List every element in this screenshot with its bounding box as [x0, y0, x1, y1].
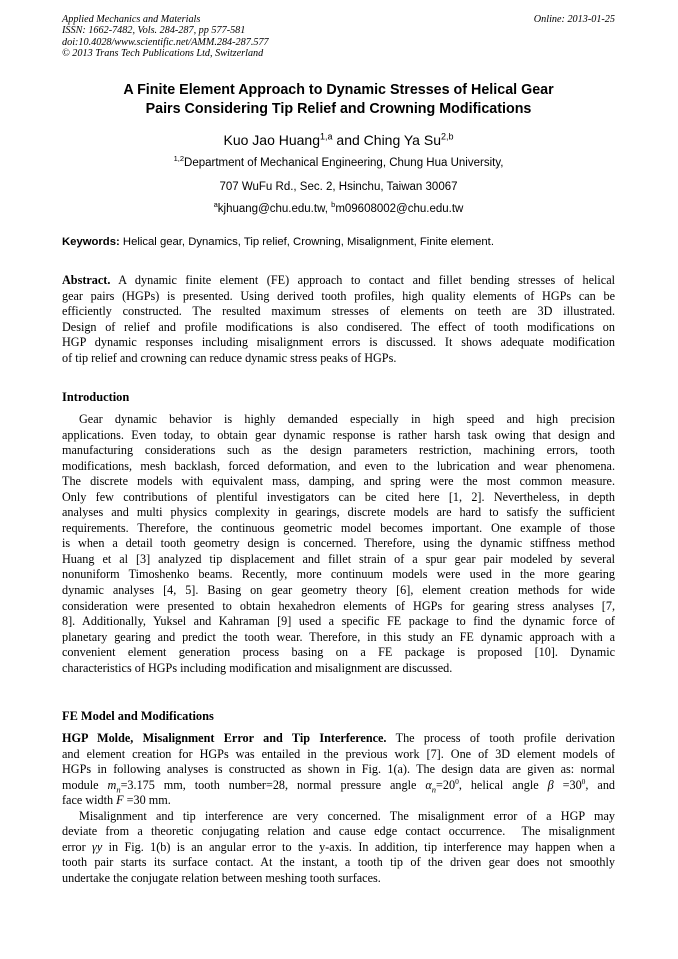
- symbol-n-sub: n: [116, 784, 121, 795]
- fe-line: [62, 731, 615, 747]
- issn: ISSN: 1662-7482, Vols. 284-287, pp 577-581: [62, 25, 246, 37]
- abstract-line: efficiently constructed. The resulted maximum stresses of elements on teeth are 3D illustrated.: [62, 304, 615, 319]
- symbol-gamma-y: γy: [92, 839, 103, 854]
- fe-subheading: HGP Molde, Misalignment Error and Tip Interference.: [62, 731, 387, 745]
- intro-line: The discrete models with equivalent mass, damping, and spring were the most common measure.: [62, 474, 615, 489]
- author-2: Ching Ya Su: [363, 132, 441, 148]
- keywords: [62, 235, 615, 249]
- affiliation-text-1: Department of Mechanical Engineering, Chung Hua University,: [184, 157, 504, 169]
- abstract-line: Design of relief and profile modifications is also condisered. The effect of tooth modifications on: [62, 319, 615, 334]
- fe-text: =30 mm.: [123, 793, 171, 808]
- symbol-n-sub: n: [431, 784, 437, 795]
- affiliation-line-2: 707 WuFu Rd., Sec. 2, Hsinchu, Taiwan 30067: [219, 181, 458, 193]
- title-line-1: A Finite Element Approach to Dynamic Stresses of Helical Gear: [123, 82, 554, 98]
- author-1: Kuo Jao Huang: [223, 132, 321, 148]
- section-heading-introduction: Introduction: [62, 390, 130, 404]
- email-b[interactable]: m09608002@chu.edu.tw: [335, 203, 464, 215]
- intro-line: 8]. Additionally, Yuksel and Kahraman [9] used a specific FE package to find the dynamic force of: [62, 614, 615, 629]
- keywords-label: Keywords:: [62, 236, 120, 248]
- fe-line: [62, 778, 615, 794]
- intro-line: characteristics of HGPs including modification and misalignment are discussed.: [62, 660, 453, 675]
- introduction-body: [62, 412, 615, 676]
- abstract: [62, 273, 615, 366]
- online-date: Online: 2013-01-25: [533, 14, 615, 25]
- intro-line: dynamic analyses [4, 5]. Basing on gear geometry theory [6], element creation methods for wide: [62, 583, 615, 598]
- fe-text: , and: [585, 777, 616, 792]
- intro-line: modifications, mesh backlash, forced deformation, and even to the lubrication and wear phenomena.: [62, 458, 615, 473]
- abstract-text: A dynamic finite element (FE) approach to contact and fillet bending stresses of helical: [110, 273, 615, 287]
- affiliation-line-1: [62, 156, 615, 170]
- degree-sup: 0: [455, 776, 459, 786]
- fe-line: [62, 793, 615, 809]
- intro-line: Gear dynamic behavior is highly demanded especially in high speed and high precision: [79, 412, 615, 426]
- intro-line: consideration were presented to obtain hexahedron elements of HGPs for gearing stress analyses [7,: [62, 598, 615, 613]
- author-list: [62, 130, 615, 150]
- email-a[interactable]: kjhuang@chu.edu.tw,: [217, 203, 332, 215]
- fe-text: face width: [62, 793, 117, 808]
- author-2-sup: 2,b: [441, 131, 454, 142]
- symbol-beta: β: [547, 777, 554, 792]
- symbol-alpha: α: [425, 777, 432, 792]
- intro-line: Huang et al [3] analyzed tip displacement and fillet strain of a spur gear pair modeled by several: [62, 551, 615, 566]
- fe-text: , helical angle: [458, 777, 548, 792]
- fe-text: error: [62, 839, 93, 854]
- fe-line: undertake the conjugate relation between meshing tooth surfaces.: [62, 870, 381, 885]
- keywords-text: Helical gear, Dynamics, Tip relief, Crowning, Misalignment, Finite element.: [119, 236, 494, 248]
- intro-line: Only few contributions of plentiful investigators can be cited here [1, 2]. Nevertheless, in depth: [62, 489, 615, 504]
- symbol-m: m: [107, 777, 117, 792]
- intro-line: planetary gearing and predict the tooth wear. Therefore, in this study an FE dynamic approach with a: [62, 629, 615, 644]
- fe-line: tooth pair starts its surface contact. At the instant, a tooth tip of the driven gear does not smoothly: [62, 855, 615, 870]
- intro-line: nonuniform Timoshenko beams. Recently, more continuum models were used in the more gearing: [62, 567, 615, 582]
- paper-title: [62, 81, 615, 119]
- symbol-F: F: [116, 793, 124, 808]
- email-a-sup: a: [213, 200, 218, 210]
- email-b-sup: b: [331, 200, 336, 210]
- author-1-sup: 1,a: [320, 131, 333, 142]
- abstract-label: Abstract.: [62, 273, 111, 287]
- degree-sup: 0: [581, 776, 586, 786]
- copyright: © 2013 Trans Tech Publications Ltd, Switzerland: [62, 48, 264, 60]
- abstract-line: gear pairs (HGPs) is presented. Using derived tooth profiles, high quality elements of HGPs can be: [62, 288, 615, 303]
- fe-line: Misalignment and tip interference are very concerned. The misalignment error of a HGP may: [79, 808, 615, 823]
- intro-line: convenient element generation process basing on a FE package is proposed [10]. Dynamic: [62, 645, 615, 660]
- fe-text: =30: [553, 777, 582, 792]
- fe-text: =3.175 mm, tooth number=28, normal pressure angle: [120, 777, 426, 792]
- fe-text: The process of tooth profile derivation: [386, 731, 615, 745]
- fe-line: and element creation for HGPs was entailed in the previous work [7]. One of 3D element models of: [62, 746, 615, 761]
- email-line: [62, 202, 615, 216]
- intro-line: analyses and multi physics complexity in gearings, discrete models are hard to satisfy the sufficient: [62, 505, 615, 520]
- abstract-line: [62, 273, 615, 289]
- fe-text: in Fig. 1(b) is an angular error to the y-axis. In addition, tip interference may happen when a: [102, 839, 615, 854]
- abstract-line: of tip relief and crowning can reduce dynamic stress peaks of HGPs.: [62, 350, 397, 365]
- affiliation-sup: 1,2: [173, 154, 185, 164]
- title-line-2: Pairs Considering Tip Relief and Crowning Modifications: [145, 101, 532, 117]
- intro-line: requirements. Therefore, the continuous geometric model becomes important. One example of those: [62, 520, 615, 535]
- fe-text: module: [62, 777, 108, 792]
- author-and: and: [332, 132, 364, 148]
- intro-line: is when a detail tooth geometry design is concerned. Therefore, using the dynamic stiffness method: [62, 536, 615, 551]
- fe-line: deviate from a theoretic conjugating relation and cause edge contact occurrence. The misalignment: [62, 824, 615, 839]
- doi[interactable]: doi:10.4028/www.scientific.net/AMM.284-287.577: [62, 36, 269, 48]
- intro-line: manufacturing considerations such as the design parameters restriction, machining errors, tooth: [62, 443, 615, 458]
- fe-line: [62, 840, 615, 856]
- fe-line: HGPs in following analyses is constructed as shown in Fig. 1(a). The design data are given as: normal: [62, 762, 615, 777]
- abstract-line: HGP dynamic responses including misalignment errors is discussed. It shows adequate modification: [62, 335, 615, 350]
- journal-header: [62, 14, 615, 60]
- fe-text: =20: [436, 777, 456, 792]
- journal-name: Applied Mechanics and Materials: [62, 14, 201, 25]
- fe-model-body: [62, 731, 615, 886]
- section-heading-fe-model: FE Model and Modifications: [62, 709, 214, 723]
- intro-line: applications. Even today, to obtain gear dynamic response is rather harsh task owing that design and: [62, 427, 615, 442]
